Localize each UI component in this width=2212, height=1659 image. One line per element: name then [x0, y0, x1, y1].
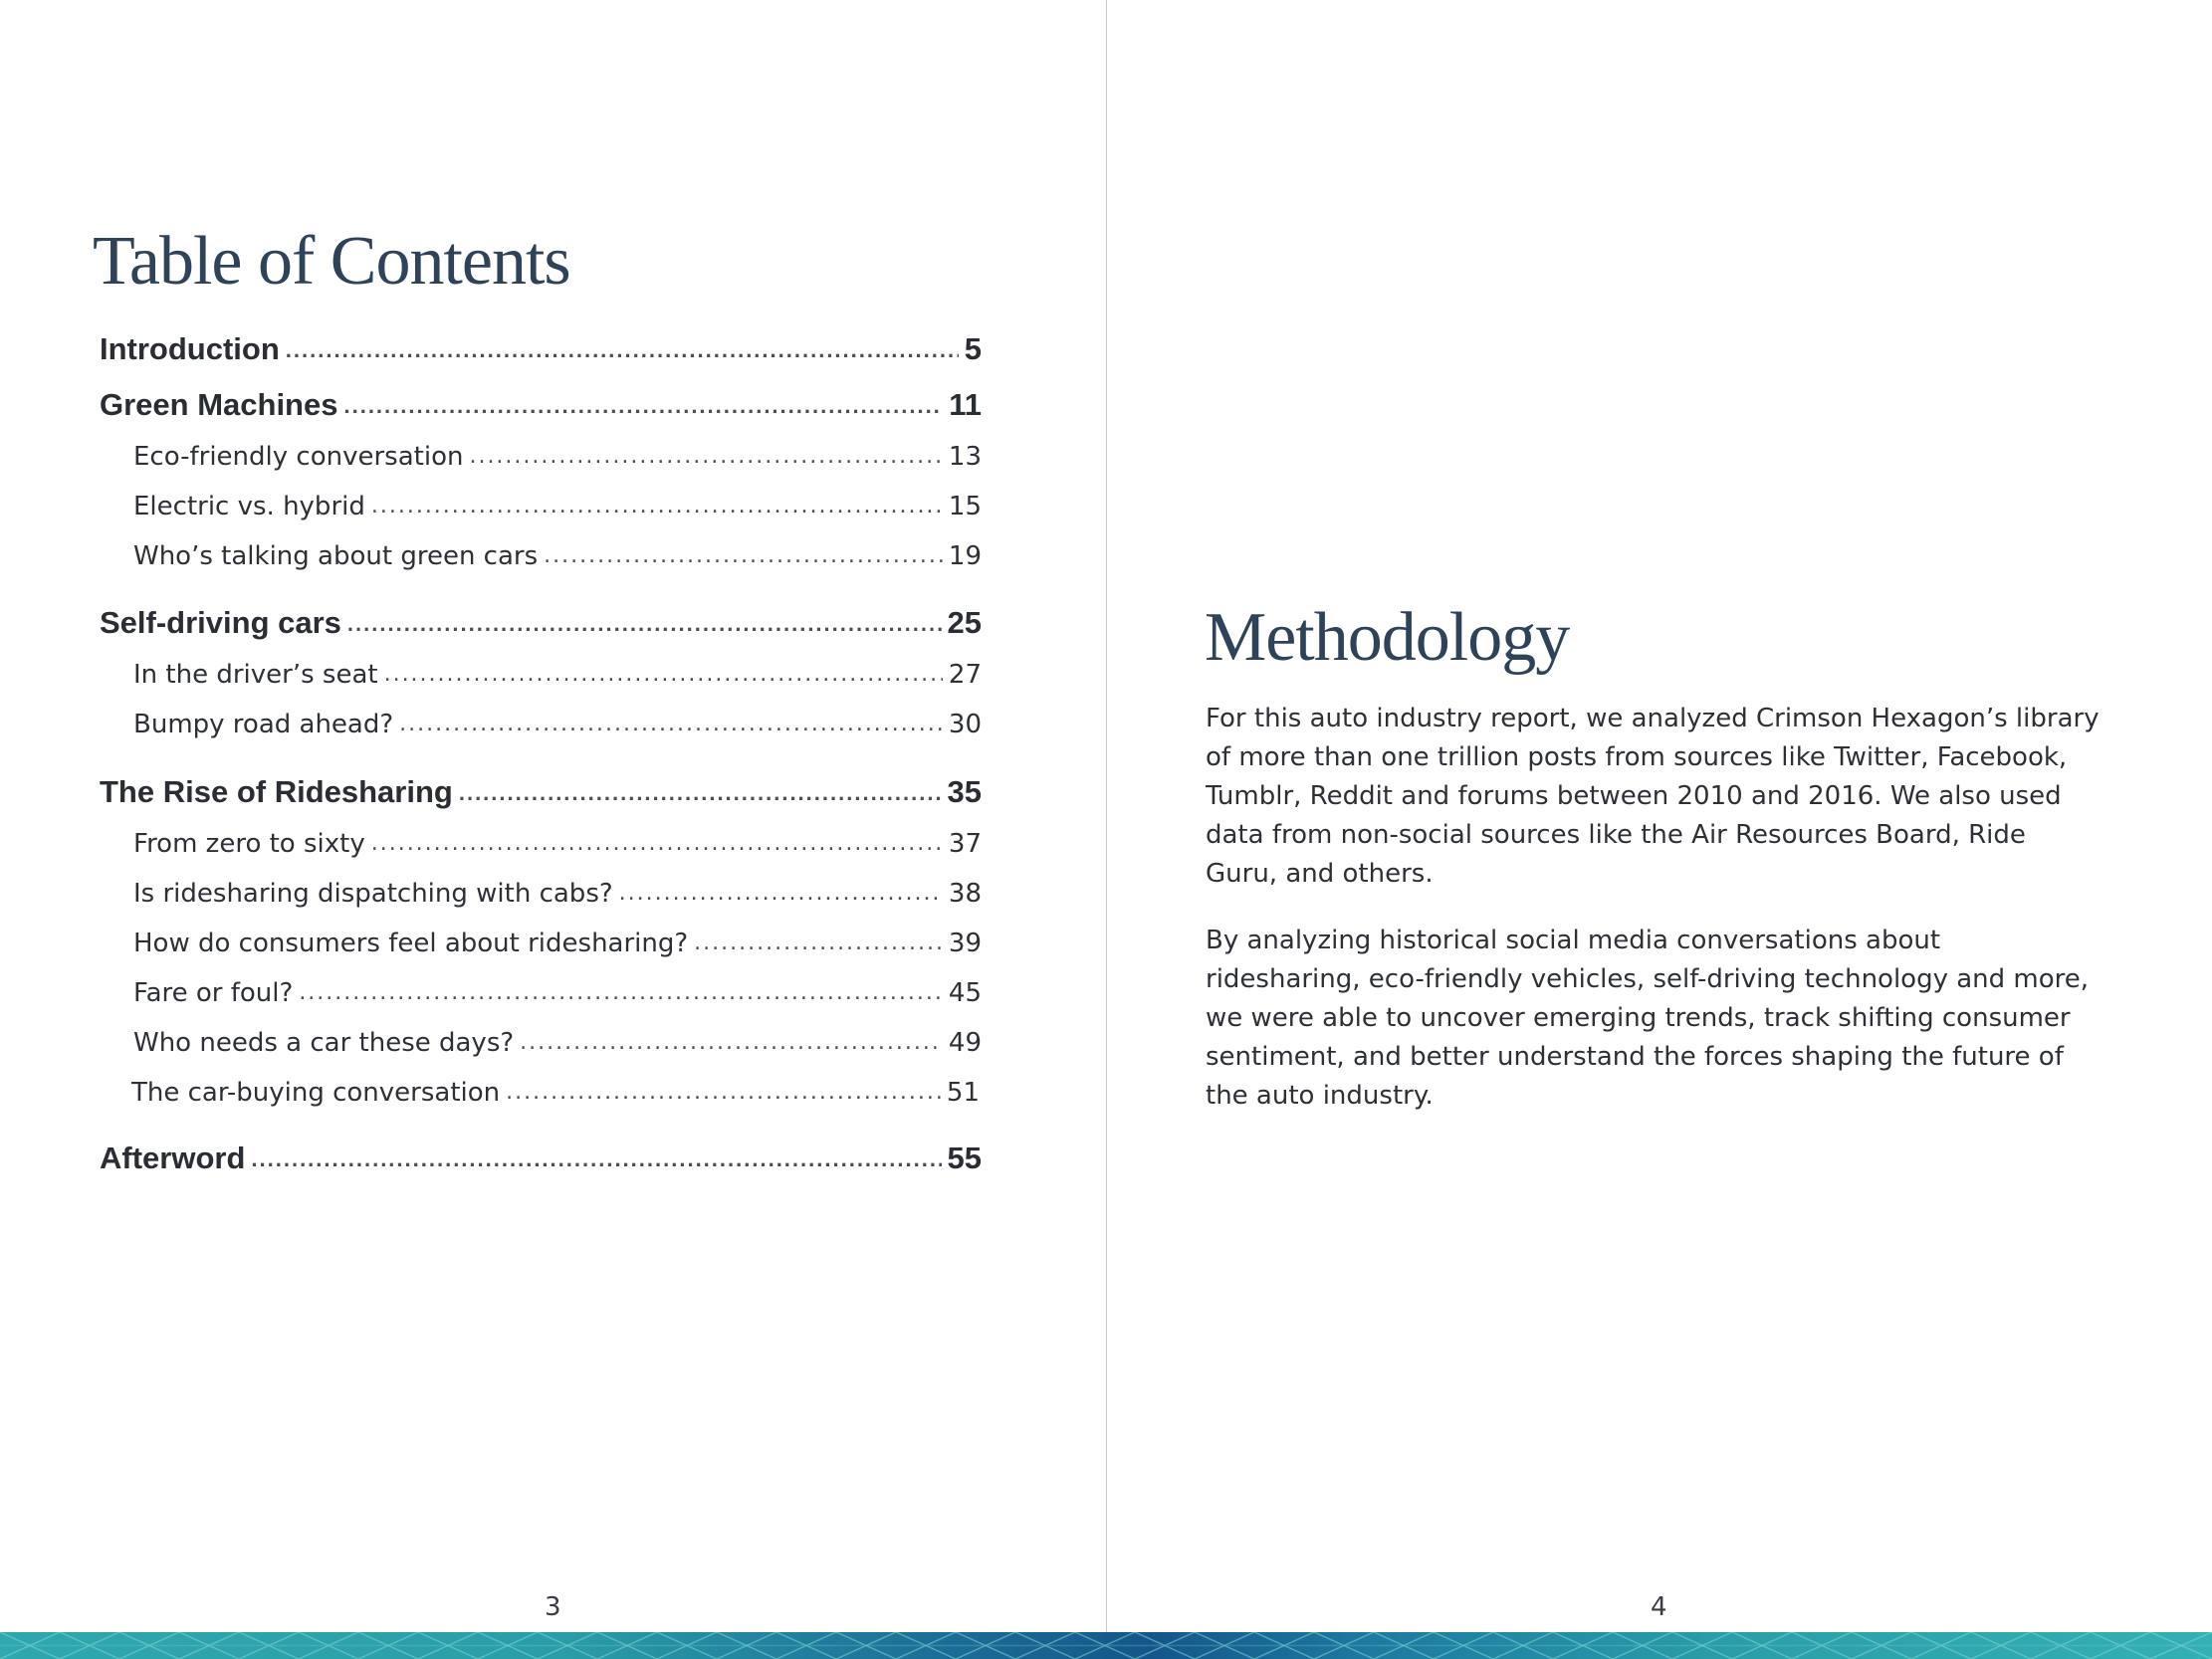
toc-entry-label: Introduction [100, 331, 280, 366]
page-number-left: 3 [545, 1592, 561, 1622]
toc-entry-page: 38 [948, 879, 982, 909]
toc-entry-page: 13 [948, 442, 982, 472]
toc-leader-dots [520, 1030, 943, 1055]
toc-entry-label: The Rise of Ridesharing [100, 774, 453, 809]
toc-entry-rise-of-ridesharing[interactable] [100, 774, 982, 810]
toc-leader-dots [384, 662, 943, 687]
toc-title: Table of Contents [93, 223, 570, 300]
toc-entry-page: 49 [948, 1028, 982, 1058]
toc-entry-page: 27 [948, 660, 982, 690]
toc-entry-needs-a-car[interactable] [133, 1028, 982, 1058]
toc-entry-whos-talking[interactable] [133, 541, 982, 571]
toc-entry-label: Eco-friendly conversation [133, 442, 464, 472]
toc-entry-consumers-feel[interactable] [133, 929, 982, 958]
toc-entry-bumpy-road[interactable] [133, 710, 982, 739]
toc-entry-page: 39 [948, 929, 982, 958]
toc-leader-dots [299, 980, 943, 1005]
right-page [1107, 0, 2212, 1659]
toc-entry-label: In the driver’s seat [133, 660, 378, 690]
toc-leader-dots [459, 780, 942, 806]
toc-entry-page: 25 [947, 605, 982, 640]
toc-entry-electric-vs-hybrid[interactable] [133, 492, 982, 521]
toc-entry-label: The car-buying conversation [131, 1078, 501, 1108]
toc-entry-label: Self-driving cars [100, 605, 341, 640]
toc-leader-dots [506, 1080, 941, 1105]
toc-leader-dots [619, 881, 943, 906]
toc-leader-dots [399, 712, 943, 736]
toc-entry-dispatching-cabs[interactable] [133, 879, 982, 909]
toc-entry-page: 51 [946, 1078, 980, 1108]
methodology-paragraph-2: By analyzing historical social media conversations about ridesharing, eco-friendly vehicles, self-driving technology and more, we were able to uncover emerging trends, track shifting consumer sentiment, and better understand the forces shaping the future of the auto industry. [1206, 926, 2090, 1111]
toc-entry-page: 35 [947, 774, 982, 809]
toc-entry-introduction[interactable] [100, 331, 982, 367]
toc-entry-car-buying[interactable] [131, 1078, 980, 1108]
toc-leader-dots [469, 444, 942, 469]
toc-entry-label: Who’s talking about green cars [133, 541, 539, 571]
decorative-footer-band [0, 1632, 2212, 1659]
toc-leader-dots [347, 611, 942, 637]
toc-entry-page: 15 [948, 492, 982, 521]
toc-entry-label: From zero to sixty [133, 829, 365, 859]
toc-entry-label: How do consumers feel about ridesharing? [133, 929, 689, 958]
toc-entry-afterword[interactable] [100, 1141, 982, 1176]
toc-entry-label: Afterword [100, 1141, 246, 1175]
toc-entry-label: Bumpy road ahead? [133, 710, 394, 739]
toc-leader-dots [371, 494, 943, 518]
methodology-paragraph-1: For this auto industry report, we analyzed Crimson Hexagon’s library of more than one trillion posts from sources like Twitter, Facebook, Tumblr, Reddit and forums between 2010 and 2016. We also used data from non-social sources like the Air Resources Board, Ride Guru, and others. [1206, 704, 2100, 889]
toc-entry-self-driving-cars[interactable] [100, 605, 982, 641]
toc-entry-page: 30 [948, 710, 982, 739]
page-number-right: 4 [1651, 1592, 1667, 1622]
toc-leader-dots [343, 393, 943, 419]
toc-entry-label: Who needs a car these days? [133, 1028, 515, 1058]
toc-entry-page: 55 [947, 1141, 982, 1175]
toc-entry-green-machines[interactable] [100, 387, 982, 423]
toc-leader-dots [371, 831, 943, 856]
toc-leader-dots [694, 931, 943, 955]
toc-entry-drivers-seat[interactable] [133, 660, 982, 690]
toc-entry-label: Fare or foul? [133, 978, 294, 1008]
toc-entry-fare-or-foul[interactable] [133, 978, 982, 1008]
toc-entry-label: Is ridesharing dispatching with cabs? [133, 879, 613, 909]
methodology-title: Methodology [1205, 599, 1570, 676]
toc-leader-dots [544, 543, 943, 568]
toc-entry-page: 37 [948, 829, 982, 859]
toc-entry-page: 11 [949, 387, 982, 422]
toc-entry-page: 45 [948, 978, 982, 1008]
toc-entry-label: Green Machines [100, 387, 338, 422]
toc-entry-zero-to-sixty[interactable] [133, 829, 982, 859]
toc-entry-label: Electric vs. hybrid [133, 492, 365, 521]
toc-entry-eco-friendly-conversation[interactable] [133, 442, 982, 472]
toc-entry-page: 19 [948, 541, 982, 571]
toc-leader-dots [286, 337, 959, 363]
lattice-pattern [0, 1632, 2212, 1659]
toc-entry-page: 5 [964, 331, 982, 366]
toc-leader-dots [251, 1146, 941, 1172]
